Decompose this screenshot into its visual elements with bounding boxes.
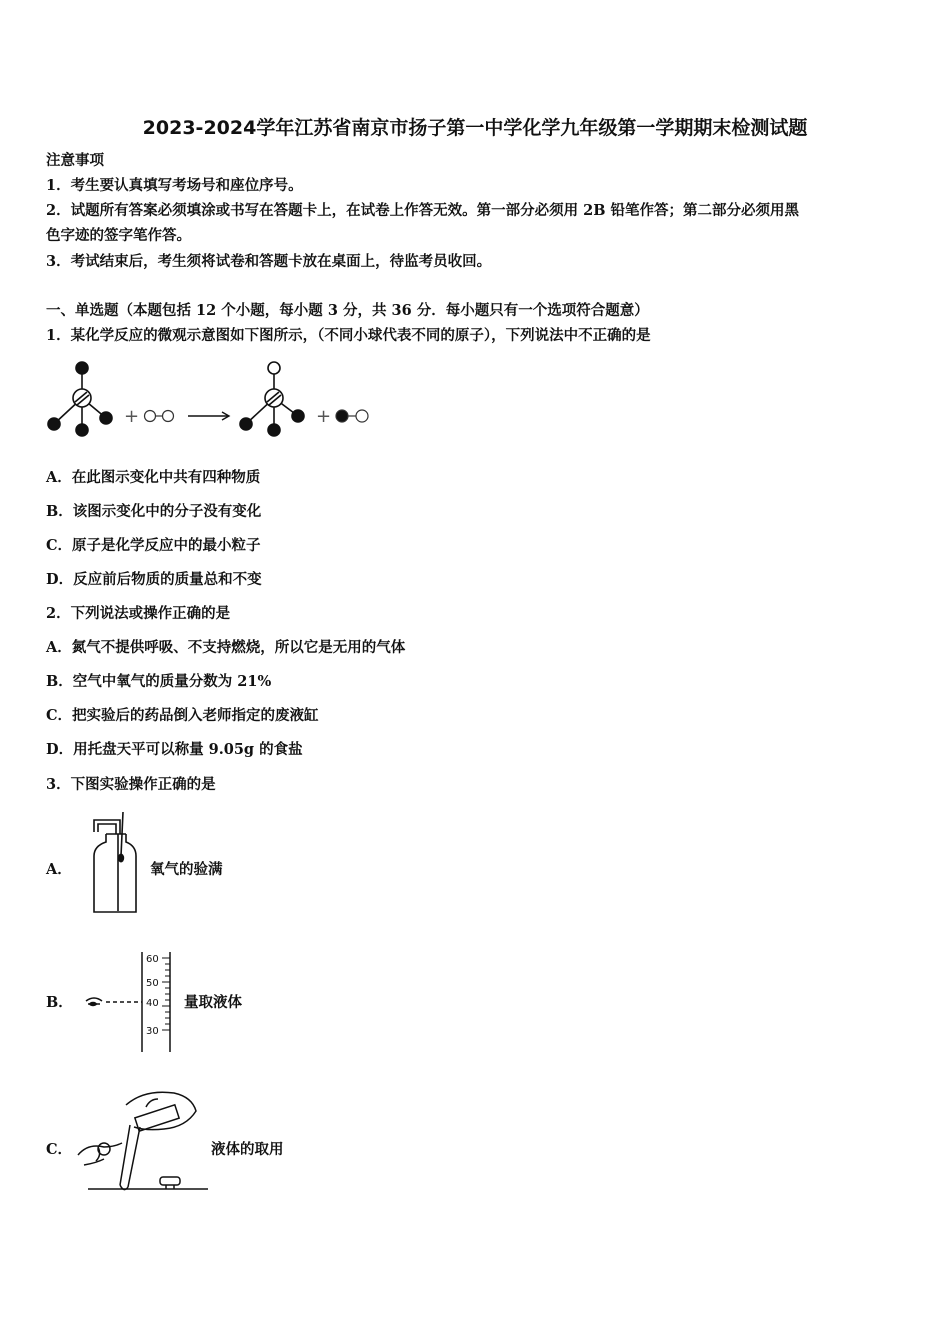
glowing-splint-icon	[118, 854, 124, 863]
product-molecule	[240, 362, 304, 436]
plus-sign: +	[316, 406, 332, 427]
tick-label-30: 30	[146, 1026, 159, 1037]
reaction-diagram	[40, 358, 385, 438]
q3-option-c-caption: 液体的取用	[211, 1141, 284, 1158]
q2-option-b[interactable]: B．空气中氧气的质量分数为 21%	[46, 673, 272, 690]
q1-option-a[interactable]: A．在此图示变化中共有四种物质	[46, 469, 261, 486]
page-title: 2023-2024学年江苏省南京市扬子第一中学化学九年级第一学期期末检测试题	[142, 117, 808, 139]
q1-option-c[interactable]: C．原子是化学反应中的最小粒子	[46, 537, 261, 554]
q2-option-a[interactable]: A．氮气不提供呼吸、不支持燃烧，所以它是无用的气体	[46, 639, 406, 656]
gas-bottle-figure	[88, 812, 148, 916]
tick-label-40: 40	[146, 998, 159, 1009]
q2-option-d[interactable]: D．用托盘天平可以称量 9.05g 的食盐	[46, 741, 303, 758]
tick-label-60: 60	[146, 954, 159, 965]
section-heading: 一、单选题（本题包括 12 个小题，每小题 3 分，共 36 分．每小题只有一个选项符合题意）	[46, 302, 649, 319]
tick-label-50: 50	[146, 978, 159, 989]
notice-item: 2．试题所有答案必须填涂或书写在答题卡上，在试卷上作答无效。第一部分必须用 2B 铅笔作答；第二部分必须用黑	[46, 202, 800, 219]
q3-option-a-caption: 氧气的验满	[150, 861, 223, 878]
question-1-stem: 1．某化学反应的微观示意图如下图所示，（不同小球代表不同的原子），下列说法中不正确的是	[46, 327, 651, 344]
notice-heading: 注意事项	[46, 152, 104, 169]
measuring-cylinder-figure	[80, 948, 180, 1056]
q2-option-c[interactable]: C．把实验后的药品倒入老师指定的废液缸	[46, 707, 319, 724]
liquid-pouring-figure	[74, 1085, 214, 1195]
q3-option-c-letter[interactable]: C．	[46, 1141, 73, 1158]
eye-icon	[89, 1002, 97, 1006]
question-2-stem: 2．下列说法或操作正确的是	[46, 605, 231, 622]
o2-molecule	[145, 411, 174, 422]
by-product-molecule	[336, 410, 368, 422]
q3-option-b-letter[interactable]: B．	[46, 994, 73, 1011]
notice-item: 色字迹的签字笔作答。	[46, 227, 191, 244]
notice-item: 1．考生要认真填写考场号和座位序号。	[46, 177, 303, 194]
reaction-arrow	[188, 412, 229, 420]
notice-item: 3．考试结束后，考生须将试卷和答题卡放在桌面上，待监考员收回。	[46, 253, 492, 270]
plus-sign: +	[124, 406, 140, 427]
q1-option-d[interactable]: D．反应前后物质的质量总和不变	[46, 571, 262, 588]
q3-option-a-letter[interactable]: A．	[46, 861, 72, 878]
reactant-molecule	[48, 362, 112, 436]
question-3-stem: 3．下图实验操作正确的是	[46, 776, 216, 793]
q1-option-b[interactable]: B．该图示变化中的分子没有变化	[46, 503, 262, 520]
q3-option-b-caption: 量取液体	[184, 994, 242, 1011]
